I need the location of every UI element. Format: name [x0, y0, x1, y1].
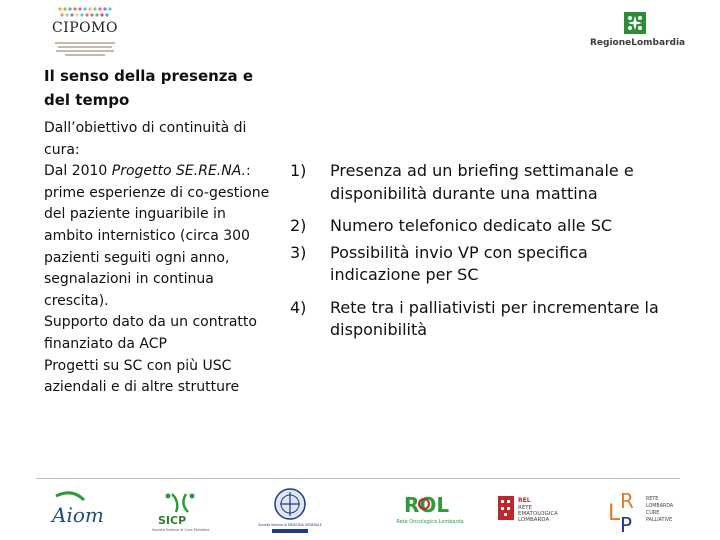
list-item-number: 4)	[290, 297, 307, 317]
slide-title: Il senso della presenza e del tempo	[44, 67, 254, 109]
rel-line-1: RETE	[518, 505, 533, 511]
svg-text:P: P	[620, 513, 633, 537]
serena-project-name: Progetto SE.RE.NA.	[111, 163, 247, 180]
rete-cure-palliative-icon	[606, 488, 682, 537]
rel-logo	[496, 490, 578, 532]
simg-emblem-icon	[258, 486, 322, 534]
list-item-text: Numero telefonico dedicato alle SC	[330, 216, 613, 235]
svg-text:R: R	[620, 489, 634, 513]
list-item	[290, 242, 680, 287]
serena-prefix: Dal 2010	[44, 163, 112, 180]
sicp-logo-icon	[150, 490, 214, 532]
rol-wordmark: ROL	[404, 493, 450, 517]
rosa-camuna-icon	[624, 12, 646, 34]
rel-line-2: EMATOLOGICA	[518, 511, 558, 517]
numbered-list	[290, 160, 680, 342]
rol-caption: Rete Oncologica Lombarda	[396, 519, 464, 525]
rel-logo-icon	[496, 490, 578, 532]
sicp-tagline: Società Italiana di Cure Palliative	[152, 528, 210, 532]
list-item-text: Possibilità invio VP con specifica indicazione per SC	[330, 242, 588, 284]
continuity-intro: Dall’obiettivo di continuità di cura:	[44, 120, 247, 158]
cipomo-logo	[50, 6, 120, 64]
left-column-text	[44, 118, 272, 399]
list-item-number: 1)	[290, 161, 307, 180]
regione-lombardia-logo	[590, 12, 686, 52]
usc-projects-paragraph: Progetti su SC con più USC aziendali e di altre strutture	[44, 357, 240, 396]
rol-logo-icon	[396, 490, 464, 532]
list-item-text: Rete tra i palliativisti per incrementare la disponibilità	[330, 297, 659, 339]
list-item-number: 3)	[290, 242, 307, 262]
acp-support-paragraph: Supporto dato da un contratto finanziato da ACP	[44, 314, 257, 352]
rel-abbr: REL	[518, 497, 531, 504]
lrcp-line-2: LOMBARDA	[646, 504, 674, 509]
simg-logo	[258, 486, 322, 534]
simg-caption: Società Italiana di MEDICINA GENERALE	[258, 523, 322, 527]
footer-divider	[36, 478, 680, 479]
aiom-wordmark: Aiom	[52, 503, 104, 527]
rel-line-3: LOMBARDA	[518, 517, 550, 523]
aiom-logo-icon	[50, 490, 114, 532]
list-item	[290, 215, 680, 238]
regione-lombardia-wordmark: RegioneLombardia	[590, 38, 686, 48]
cipomo-wordmark: CIPOMO	[52, 20, 118, 36]
list-item	[290, 297, 680, 342]
sicp-logo	[150, 490, 214, 532]
sicp-wordmark: SICP	[158, 514, 187, 527]
list-item-text: Presenza ad un briefing settimanale e disponibilità durante una mattina	[330, 161, 634, 203]
list-item-number: 2)	[290, 216, 307, 235]
aiom-logo	[50, 490, 114, 532]
rete-cure-palliative-logo	[606, 488, 682, 537]
svg-text:L: L	[608, 501, 621, 526]
serena-paragraph	[44, 161, 272, 312]
serena-description: : prime esperienze di co-gestione del paziente inguaribile in ambito internistico (circa 300 pazienti seguiti ogni anno, segnalazioni in continua crescita).	[44, 163, 270, 309]
rol-logo	[396, 490, 464, 532]
cipomo-subtitle-lines	[52, 40, 118, 60]
list-item	[290, 160, 680, 205]
lrcp-line-4: PALLIATIVE	[646, 518, 673, 523]
lrcp-line-1: RETE	[646, 497, 659, 502]
lrcp-line-3: CURE	[646, 511, 660, 516]
